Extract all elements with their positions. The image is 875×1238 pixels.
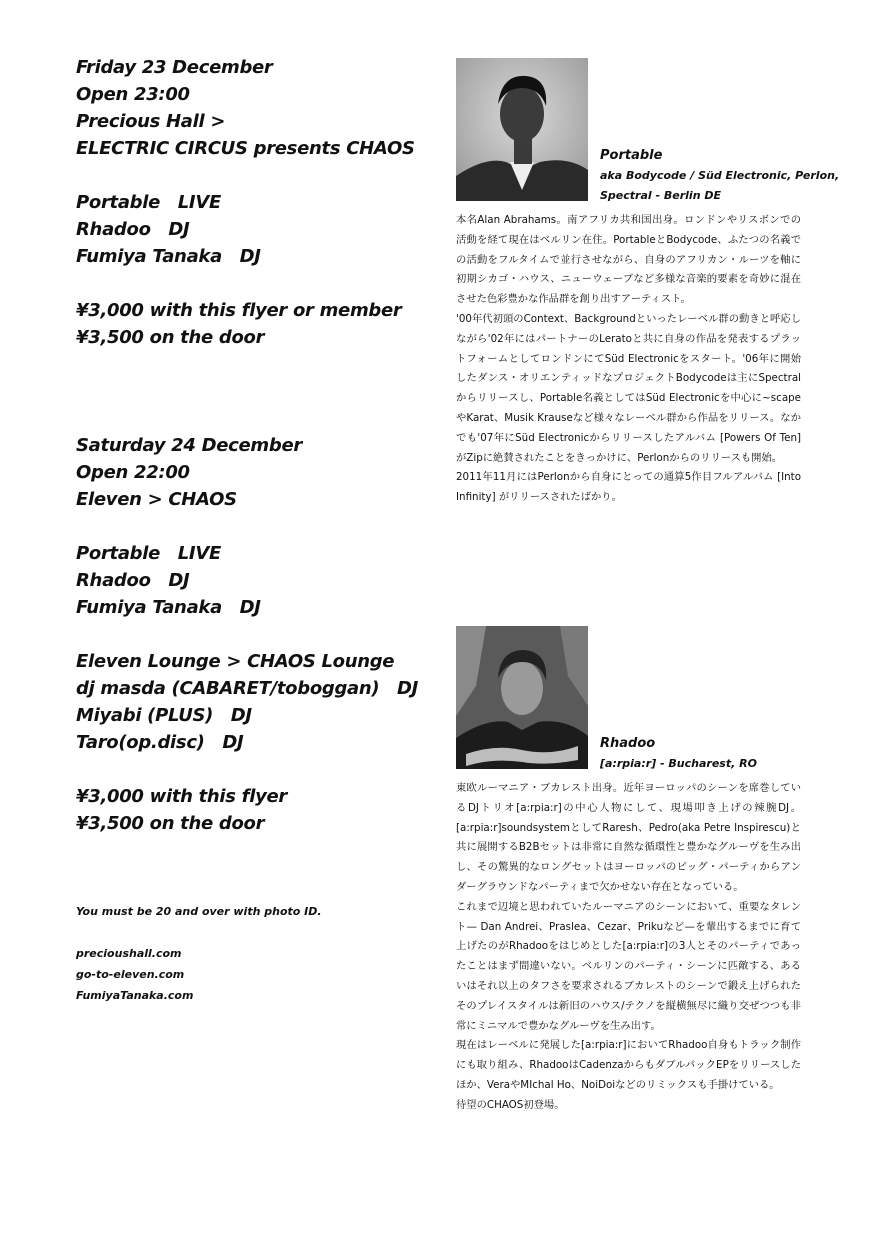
friday-lineup-item: Fumiya Tanaka DJ: [76, 246, 261, 267]
rhadoo-photo: [456, 626, 588, 769]
bio-paragraph: 待望のCHAOS初登場。: [456, 1098, 565, 1111]
bio-paragraph: 東欧ルーマニア・ブカレスト出身。近年ヨーロッパのシーンを席巻しているDJトリオ[a:rpia:r]の中心人物にして、現場叩き上げの辣腕DJ。[a:rpia:r]soundsystemとしてRaresh、Pedro(aka Petre Inspirescu)と共に展開するB2Bセットは非常に自然な循環性と豊かなグルーヴを生み出し、その驚異的なロングセットはヨーロッパのビッグ・パーティからアンダーグラウンドなパーティまで欠かせない存在となっている。: [456, 782, 801, 893]
artist-name: Rhadoo: [600, 736, 656, 751]
friday-date: Friday 23 December: [76, 57, 273, 78]
saturday-lineup-item: Fumiya Tanaka DJ: [76, 597, 261, 618]
lounge-lineup-item: Taro(op.disc) DJ: [76, 732, 244, 753]
friday-lineup-item: Rhadoo DJ: [76, 219, 190, 240]
bio-paragraph: 2011年11月にはPerlonから自身にとっての通算5作目フルアルバム [Into Infinity] がリリースされたばかり。: [456, 471, 801, 504]
friday-open-time: Open 23:00: [76, 84, 190, 105]
artist-name: Portable: [600, 148, 663, 163]
friday-event-title: ELECTRIC CIRCUS presents CHAOS: [76, 138, 415, 159]
website-link[interactable]: FumiyaTanaka.com: [76, 989, 194, 1002]
saturday-lineup-item: Portable LIVE: [76, 543, 221, 564]
artist-affiliation: [a:rpia:r] - Bucharest, RO: [600, 757, 757, 770]
friday-venue: Precious Hall >: [76, 111, 226, 132]
friday-lineup-item: Portable LIVE: [76, 192, 221, 213]
bio-paragraph: 本名Alan Abrahams。南アフリカ共和国出身。ロンドンやリスボンでの活動を経て現在はベルリン在住。PortableとBodycode、ふたつの名義での活動をフルタイムで並行させながら、自身のアフリカン・ルーツを軸に初期シカゴ・ハウス、ニューウェーブなど多様な音楽的要素を奇妙に混在させた色彩豊かな作品群を創り出すアーティスト。: [456, 214, 801, 306]
saturday-event: [76, 432, 446, 837]
saturday-price: ¥3,500 on the door: [76, 813, 265, 834]
portable-photo: [456, 58, 588, 201]
event-info-column: [76, 54, 446, 1006]
portable-caption: [600, 146, 839, 206]
artist-affiliation: Spectral - Berlin DE: [600, 189, 721, 202]
artist-affiliation: aka Bodycode / Süd Electronic, Perlon,: [600, 169, 840, 182]
friday-price: ¥3,000 with this flyer or member: [76, 300, 402, 321]
rhadoo-bio: [456, 779, 801, 1116]
lounge-lineup-item: Miyabi (PLUS) DJ: [76, 705, 252, 726]
website-link[interactable]: go-to-eleven.com: [76, 968, 185, 981]
bio-paragraph: 現在はレーベルに発展した[a:rpia:r]においてRhadoo自身もトラック制作にも取り組み、RhadooはCadenzaからもダブルパックEPをリリースしたほか、VeraやMIchal Ho、NoiDoiなどのリミックスも手掛けている。: [456, 1039, 801, 1091]
bio-paragraph: '00年代初頭のContext、Backgroundといったレーベル群の動きと呼応しながら'02年にはパートナーのLeratoと共に自身の作品を発表するプラットフォームとしてロンドンにてSüd Electronicをスタート。'06年に開始したダンス・オリエンティッドなプロジェクトBodycodeは主にSpectralからリリースし、Portable名義としてはSüd Electronicを中心に~scapeやKarat、Musik Krauseなど様々なレーベル群から作品をリリース。なかでも'07年にSüd Electronicからリリースしたアルバム [Powers Of Ten] がZipに絶賛されたことをきっかけに、Perlonからのリリースも開始。: [456, 312, 801, 464]
rhadoo-caption: [600, 734, 757, 774]
saturday-venue: Eleven > CHAOS: [76, 489, 237, 510]
website-link[interactable]: precioushall.com: [76, 947, 182, 960]
saturday-lineup-item: Rhadoo DJ: [76, 570, 190, 591]
saturday-price: ¥3,000 with this flyer: [76, 786, 287, 807]
lounge-lineup-item: dj masda (CABARET/toboggan) DJ: [76, 678, 419, 699]
friday-price: ¥3,500 on the door: [76, 327, 265, 348]
bio-paragraph: これまで辺境と思われていたルーマニアのシーンにおいて、重要なタレント— Dan Andrei、Praslea、Cezar、Prikuなど—を輩出するまでに育て上げたのがRhadooをはじめとした[a:rpia:r]の3人とそのパーティであったことはまず間違いない。ベルリンのパーティ・シーンに匹敵する、あるいはそれ以上のタフさを要求されるブカレストのシーンで鍛え上げられたそのプレイスタイルは新旧のハウス/テクノを縦横無尽に織り交ぜつつも非常にミニマルで豊かなグルーヴを生み出す。: [456, 900, 801, 1032]
age-notice: You must be 20 and over with photo ID.: [76, 905, 322, 918]
saturday-open-time: Open 22:00: [76, 462, 190, 483]
friday-event: [76, 54, 446, 351]
saturday-date: Saturday 24 December: [76, 435, 302, 456]
lounge-title: Eleven Lounge > CHAOS Lounge: [76, 651, 395, 672]
portable-bio: [456, 211, 801, 508]
